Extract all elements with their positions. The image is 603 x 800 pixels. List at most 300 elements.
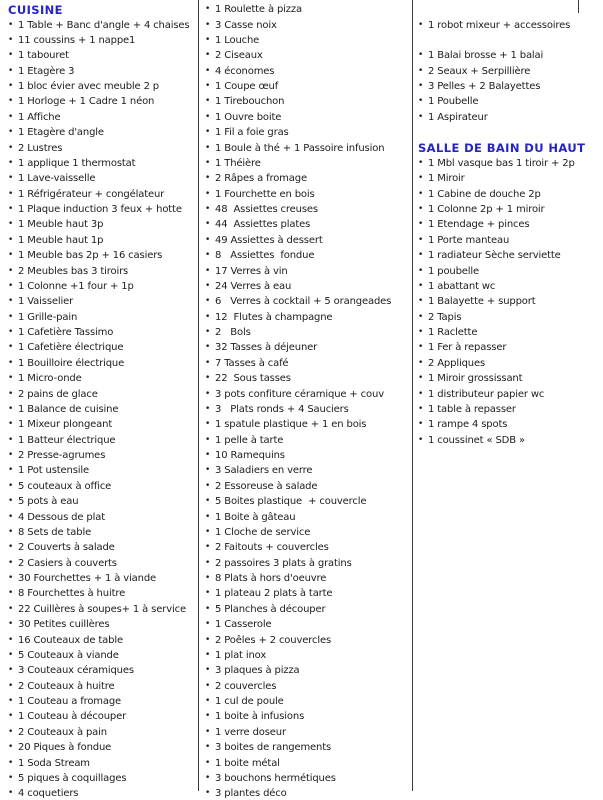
- bullet-icon: •: [205, 496, 211, 507]
- list-item: [8, 356, 196, 371]
- item-text: 1 Grille-pain: [18, 311, 78, 323]
- list-item: [8, 340, 196, 355]
- list-item: [8, 156, 196, 171]
- bullet-icon: •: [418, 157, 424, 168]
- bullet-icon: •: [418, 19, 424, 30]
- item-text: 1 bloc évier avec meuble 2 p: [18, 81, 160, 93]
- bullet-icon: •: [8, 711, 14, 722]
- item-text: 3 Saladiers en verre: [215, 465, 313, 477]
- item-text: 3 Couteaux céramiques: [18, 665, 134, 677]
- list-item: [8, 94, 196, 109]
- list-item: [205, 263, 410, 278]
- item-text: 3 Casse noix: [215, 19, 277, 31]
- bullet-icon: •: [205, 680, 211, 691]
- bullet-icon: •: [8, 757, 14, 768]
- item-text: 1 Miroir: [428, 173, 465, 185]
- bullet-icon: •: [205, 234, 211, 245]
- item-text: 1 Balance de cuisine: [18, 403, 119, 415]
- column-cuisine: [8, 2, 196, 800]
- bullet-icon: •: [205, 173, 211, 184]
- list-item: [418, 171, 601, 186]
- list-item: [205, 294, 410, 309]
- list-item: [205, 217, 410, 232]
- bullet-icon: •: [8, 357, 14, 368]
- item-text: 5 pots à eau: [18, 496, 79, 508]
- bullet-icon: •: [205, 450, 211, 461]
- bullet-icon: •: [8, 665, 14, 676]
- bullet-icon: •: [418, 357, 424, 368]
- item-text: 7 Tasses à café: [215, 357, 289, 369]
- item-text: 1 Bouilloire électrique: [18, 357, 125, 369]
- list-item: [8, 663, 196, 678]
- bullet-icon: •: [8, 480, 14, 491]
- item-text: 1 Réfrigérateur + congélateur: [18, 188, 165, 200]
- item-text: 1 Mbl vasque bas 1 tiroir + 2p: [428, 157, 575, 169]
- list-item: [8, 448, 196, 463]
- bullet-icon: •: [205, 649, 211, 660]
- item-text: 2 Casiers à couverts: [18, 557, 117, 569]
- bullet-icon: •: [205, 419, 211, 430]
- item-text: 2 Faitouts + couvercles: [215, 542, 329, 554]
- list-item: [205, 340, 410, 355]
- list-item: [8, 632, 196, 647]
- bullet-icon: •: [8, 557, 14, 568]
- list-item: [205, 463, 410, 478]
- bullet-icon: •: [8, 280, 14, 291]
- item-text: 30 Petites cuillères: [18, 619, 110, 631]
- item-text: 3 Plats ronds + 4 Sauciers: [215, 403, 349, 415]
- item-text: 8 Fourchettes à huitre: [18, 588, 126, 600]
- bullet-icon: •: [418, 81, 424, 92]
- list-item: [418, 279, 601, 294]
- list-item: [205, 602, 410, 617]
- list-item: [8, 755, 196, 770]
- bullet-icon: •: [418, 50, 424, 61]
- item-text: 1 Raclette: [428, 327, 478, 339]
- bullet-icon: •: [205, 311, 211, 322]
- list-item: [8, 679, 196, 694]
- list-item: [418, 263, 601, 278]
- item-text: 5 couteaux à office: [18, 480, 112, 492]
- blank-line: [418, 125, 601, 140]
- bullet-icon: •: [418, 250, 424, 261]
- list-item: [418, 64, 601, 79]
- item-text: 1 Fil a foie gras: [215, 127, 289, 139]
- item-text: 24 Verres à eau: [215, 280, 292, 292]
- list-item: [8, 494, 196, 509]
- list-item: [205, 433, 410, 448]
- bullet-icon: •: [205, 19, 211, 30]
- list-item: [205, 556, 410, 571]
- section-header: CUISINE: [8, 2, 63, 17]
- list-item: [418, 356, 601, 371]
- item-text: 1 Fer à repasser: [428, 342, 507, 354]
- item-text: 1 Poubelle: [428, 96, 479, 108]
- list-item: [205, 248, 410, 263]
- list-item: [418, 110, 601, 125]
- list-item: [418, 217, 601, 232]
- list-item: [205, 79, 410, 94]
- list-item: [205, 571, 410, 586]
- column-separator: [412, 0, 413, 791]
- item-text: 32 Tasses à déjeuner: [215, 342, 318, 354]
- item-text: 2 Poêles + 2 couvercles: [215, 634, 332, 646]
- list-item: [205, 617, 410, 632]
- bullet-icon: •: [205, 511, 211, 522]
- list-item: [8, 125, 196, 140]
- list-item: [205, 140, 410, 155]
- bullet-icon: •: [8, 127, 14, 138]
- list-item: [8, 187, 196, 202]
- item-text: 1 radiateur Sèche serviette: [428, 250, 561, 262]
- list-item: [205, 371, 410, 386]
- bullet-icon: •: [205, 127, 211, 138]
- list-item: [8, 17, 196, 32]
- item-text: 3 plaques à pizza: [215, 665, 300, 677]
- list-item: [8, 417, 196, 432]
- page-border-fragment: [578, 0, 579, 13]
- column-cuisine-continued: [205, 2, 410, 800]
- bullet-icon: •: [8, 450, 14, 461]
- item-text: 1 boite métal: [215, 757, 280, 769]
- bullet-icon: •: [8, 588, 14, 599]
- item-text: 2 Meubles bas 3 tiroirs: [18, 265, 129, 277]
- list-item: [8, 725, 196, 740]
- bullet-icon: •: [418, 327, 424, 338]
- bullet-icon: •: [418, 373, 424, 384]
- bullet-icon: •: [8, 573, 14, 584]
- item-text: 3 boites de rangements: [215, 742, 332, 754]
- list-item: [205, 648, 410, 663]
- item-text: 2 Seaux + Serpillière: [428, 65, 531, 77]
- list-item: [205, 771, 410, 786]
- bullet-icon: •: [205, 296, 211, 307]
- list-item: [8, 233, 196, 248]
- list-item: [8, 709, 196, 724]
- bullet-icon: •: [205, 665, 211, 676]
- bullet-icon: •: [8, 34, 14, 45]
- bullet-icon: •: [8, 403, 14, 414]
- list-item: [8, 33, 196, 48]
- item-text: 5 Planches à découper: [215, 603, 326, 615]
- bullet-icon: •: [418, 65, 424, 76]
- item-text: 1 Couteau à découper: [18, 711, 127, 723]
- bullet-icon: •: [8, 742, 14, 753]
- list-item: [8, 694, 196, 709]
- list-item: [418, 187, 601, 202]
- list-item: [205, 110, 410, 125]
- list-item: [205, 448, 410, 463]
- list-item: [418, 94, 601, 109]
- bullet-icon: •: [8, 388, 14, 399]
- item-text: 49 Assiettes à dessert: [215, 234, 323, 246]
- bullet-icon: •: [205, 157, 211, 168]
- item-text: 1 Micro-onde: [18, 373, 82, 385]
- bullet-icon: •: [8, 526, 14, 537]
- item-text: 1 Table + Banc d'angle + 4 chaises: [18, 19, 190, 31]
- item-text: 2 Presse-agrumes: [18, 450, 106, 462]
- item-text: 3 bouchons hermétiques: [215, 772, 336, 784]
- item-text: 1 Lave-vaisselle: [18, 173, 96, 185]
- item-text: 1 Batteur électrique: [18, 434, 116, 446]
- list-item: [205, 64, 410, 79]
- list-item: [8, 325, 196, 340]
- list-item: [8, 48, 196, 63]
- item-text: 1 Balai brosse + 1 balai: [428, 50, 544, 62]
- bullet-icon: •: [8, 542, 14, 553]
- item-text: 2 Essoreuse à salade: [215, 480, 318, 492]
- bullet-icon: •: [205, 434, 211, 445]
- item-text: 22 Cuillères à soupes+ 1 à service: [18, 603, 186, 615]
- bullet-icon: •: [8, 788, 14, 799]
- bullet-icon: •: [418, 188, 424, 199]
- bullet-icon: •: [8, 327, 14, 338]
- list-item: [205, 233, 410, 248]
- bullet-icon: •: [8, 434, 14, 445]
- bullet-icon: •: [205, 388, 211, 399]
- list-item: [8, 140, 196, 155]
- list-item: [205, 402, 410, 417]
- list-item: [8, 525, 196, 540]
- item-text: 8 Plats à hors d'oeuvre: [215, 573, 327, 585]
- list-item: [418, 310, 601, 325]
- item-text: 1 Couteau a fromage: [18, 696, 122, 708]
- bullet-icon: •: [8, 204, 14, 215]
- item-text: 8 Assiettes fondue: [215, 250, 315, 262]
- bullet-icon: •: [418, 265, 424, 276]
- list-item: [205, 202, 410, 217]
- bullet-icon: •: [418, 434, 424, 445]
- bullet-icon: •: [8, 111, 14, 122]
- list-item: [205, 679, 410, 694]
- list-item: [8, 617, 196, 632]
- list-item: [8, 294, 196, 309]
- item-text: 3 pots confiture céramique + couv: [215, 388, 384, 400]
- bullet-icon: •: [8, 234, 14, 245]
- column-separator: [198, 0, 199, 791]
- item-text: 1 pelle à tarte: [215, 434, 284, 446]
- item-text: 1 Balayette + support: [428, 296, 536, 308]
- item-text: 1 Porte manteau: [428, 234, 510, 246]
- bullet-icon: •: [205, 557, 211, 568]
- item-text: 1 Fourchette en bois: [215, 188, 315, 200]
- bullet-icon: •: [8, 496, 14, 507]
- list-item: [8, 64, 196, 79]
- list-item: [8, 279, 196, 294]
- item-text: 1 Pot ustensile: [18, 465, 90, 477]
- list-item: [205, 187, 410, 202]
- item-text: 1 table à repasser: [428, 403, 516, 415]
- item-text: 6 Verres à cocktail + 5 orangeades: [215, 296, 392, 308]
- item-text: 1 plateau 2 plats à tarte: [215, 588, 333, 600]
- bullet-icon: •: [8, 65, 14, 76]
- list-item: [205, 663, 410, 678]
- item-text: 1 distributeur papier wc: [428, 388, 545, 400]
- item-text: 1 Boule à thé + 1 Passoire infusion: [215, 142, 385, 154]
- bullet-icon: •: [8, 19, 14, 30]
- bullet-icon: •: [205, 327, 211, 338]
- bullet-icon: •: [205, 250, 211, 261]
- item-text: 2 Couteaux à huitre: [18, 680, 115, 692]
- item-text: 1 Théière: [215, 157, 261, 169]
- item-text: 2 Tapis: [428, 311, 462, 323]
- bullet-icon: •: [205, 634, 211, 645]
- bullet-icon: •: [205, 573, 211, 584]
- bullet-icon: •: [418, 219, 424, 230]
- item-text: 1 Vaisselier: [18, 296, 74, 308]
- item-text: 1 Tirebouchon: [215, 96, 285, 108]
- list-item: [418, 233, 601, 248]
- bullet-icon: •: [205, 772, 211, 783]
- item-text: 1 Cabine de douche 2p: [428, 188, 541, 200]
- item-text: 22 Sous tasses: [215, 373, 291, 385]
- item-text: 1 Cloche de service: [215, 526, 311, 538]
- bullet-icon: •: [8, 265, 14, 276]
- list-item: [205, 356, 410, 371]
- bullet-icon: •: [418, 173, 424, 184]
- list-item: [205, 786, 410, 800]
- bullet-icon: •: [205, 96, 211, 107]
- bullet-icon: •: [205, 526, 211, 537]
- bullet-icon: •: [418, 204, 424, 215]
- bullet-icon: •: [205, 50, 211, 61]
- item-text: 16 Couteaux de table: [18, 634, 123, 646]
- list-item: [8, 217, 196, 232]
- bullet-icon: •: [205, 265, 211, 276]
- list-item: [205, 310, 410, 325]
- bullet-icon: •: [205, 711, 211, 722]
- list-item: [8, 556, 196, 571]
- bullet-icon: •: [205, 4, 211, 15]
- list-item: [8, 433, 196, 448]
- list-item: [8, 310, 196, 325]
- item-text: 1 Meuble haut 3p: [18, 219, 104, 231]
- bullet-icon: •: [205, 204, 211, 215]
- bullet-icon: •: [205, 726, 211, 737]
- bullet-icon: •: [8, 188, 14, 199]
- bullet-icon: •: [205, 219, 211, 230]
- item-text: 1 spatule plastique + 1 en bois: [215, 419, 367, 431]
- item-text: 2 couvercles: [215, 680, 277, 692]
- list-item: [8, 386, 196, 401]
- item-text: 1 Etagère 3: [18, 65, 75, 77]
- list-item: [205, 709, 410, 724]
- list-item: [205, 279, 410, 294]
- bullet-icon: •: [418, 296, 424, 307]
- list-item: [8, 202, 196, 217]
- list-item: [8, 463, 196, 478]
- item-text: 1 Colonne 2p + 1 miroir: [428, 204, 545, 216]
- item-text: 1 Soda Stream: [18, 757, 90, 769]
- bullet-icon: •: [205, 788, 211, 799]
- item-text: 1 rampe 4 spots: [428, 419, 508, 431]
- list-item: [418, 433, 601, 448]
- list-item: [205, 509, 410, 524]
- bullet-icon: •: [205, 696, 211, 707]
- list-item: [205, 755, 410, 770]
- item-text: 1 tabouret: [18, 50, 69, 62]
- item-text: 20 Piques à fondue: [18, 742, 112, 754]
- list-item: [205, 2, 410, 17]
- item-text: 1 cul de poule: [215, 696, 284, 708]
- item-text: 5 Boites plastique + couvercle: [215, 496, 367, 508]
- bullet-icon: •: [205, 357, 211, 368]
- list-item: [8, 648, 196, 663]
- item-text: 2 Couverts à salade: [18, 542, 115, 554]
- item-text: 10 Ramequins: [215, 450, 285, 462]
- list-item: [418, 340, 601, 355]
- list-item: [8, 509, 196, 524]
- item-text: 1 boite à infusions: [215, 711, 305, 723]
- list-item: [205, 417, 410, 432]
- bullet-icon: •: [8, 219, 14, 230]
- list-item: [205, 48, 410, 63]
- item-text: 1 Etendage + pinces: [428, 219, 530, 231]
- bullet-icon: •: [418, 111, 424, 122]
- bullet-icon: •: [205, 403, 211, 414]
- list-item: [418, 417, 601, 432]
- list-item: [8, 571, 196, 586]
- item-text: 1 Roulette à pizza: [215, 4, 302, 16]
- item-text: 8 Sets de table: [18, 526, 92, 538]
- item-text: 1 robot mixeur + accessoires: [428, 19, 571, 31]
- list-item: [205, 386, 410, 401]
- list-item: [8, 263, 196, 278]
- item-text: 4 Dessous de plat: [18, 511, 105, 523]
- item-text: 1 Cafetière Tassimo: [18, 327, 114, 339]
- list-item: [205, 125, 410, 140]
- list-item: [418, 294, 601, 309]
- list-item: [205, 725, 410, 740]
- bullet-icon: •: [8, 603, 14, 614]
- bullet-icon: •: [205, 188, 211, 199]
- item-text: 2 passoires 3 plats à gratins: [215, 557, 352, 569]
- list-item: [205, 171, 410, 186]
- bullet-icon: •: [8, 311, 14, 322]
- bullet-icon: •: [205, 480, 211, 491]
- bullet-icon: •: [205, 742, 211, 753]
- item-text: 1 Louche: [215, 34, 260, 46]
- list-item: [205, 325, 410, 340]
- section-header: SALLE DE BAIN DU HAUT: [418, 141, 586, 156]
- list-item: [205, 632, 410, 647]
- item-text: 1 Boite à gâteau: [215, 511, 296, 523]
- item-text: 44 Assiettes plates: [215, 219, 311, 231]
- item-text: 1 abattant wc: [428, 280, 496, 292]
- item-text: 1 Casserole: [215, 619, 272, 631]
- bullet-icon: •: [8, 296, 14, 307]
- item-text: 1 Miroir grossissant: [428, 373, 523, 385]
- list-item: [205, 694, 410, 709]
- item-text: 1 Meuble haut 1p: [18, 234, 104, 246]
- item-text: 1 Horloge + 1 Cadre 1 néon: [18, 96, 155, 108]
- list-item: [8, 586, 196, 601]
- item-text: 1 Ouvre boite: [215, 111, 282, 123]
- list-item: [8, 402, 196, 417]
- list-item: [418, 402, 601, 417]
- item-text: 1 verre doseur: [215, 726, 286, 738]
- bullet-icon: •: [205, 142, 211, 153]
- list-item: [205, 479, 410, 494]
- bullet-icon: •: [8, 342, 14, 353]
- list-item: [418, 248, 601, 263]
- bullet-icon: •: [418, 342, 424, 353]
- item-text: 1 Etagère d'angle: [18, 127, 104, 139]
- bullet-icon: •: [205, 603, 211, 614]
- bullet-icon: •: [8, 511, 14, 522]
- bullet-icon: •: [8, 419, 14, 430]
- bullet-icon: •: [205, 65, 211, 76]
